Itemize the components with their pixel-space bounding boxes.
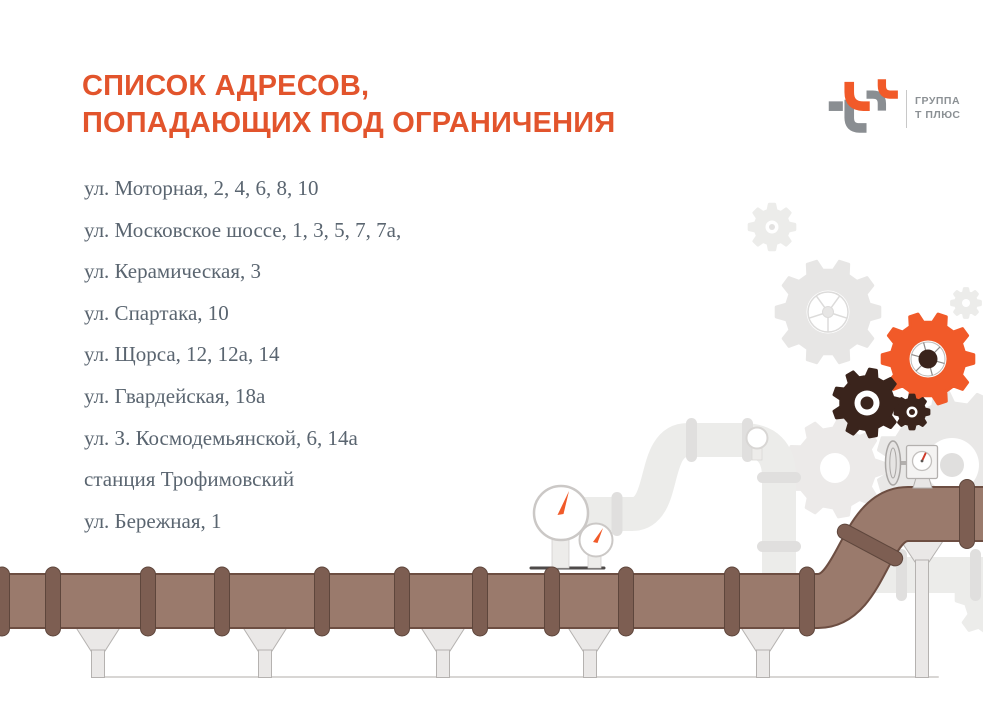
logo-text-line2: Т ПЛЮС <box>915 108 961 121</box>
address-item: ул. З. Космодемьянской, 6, 14а <box>84 425 358 450</box>
tplus-logo-icon <box>826 78 900 142</box>
address-list <box>84 168 401 542</box>
address-item: ул. Керамическая, 3 <box>84 259 262 284</box>
page-title-line1: СПИСОК АДРЕСОВ, <box>82 70 370 102</box>
address-item: ул. Московское шоссе, 1, 3, 5, 7, 7а, <box>84 217 402 242</box>
address-item: ул. Бережная, 1 <box>84 508 222 533</box>
logo-divider <box>906 90 907 128</box>
address-item: ул. Спартака, 10 <box>84 300 229 325</box>
address-item: ул. Гвардейская, 18а <box>84 383 266 408</box>
page-title-line2: ПОПАДАЮЩИХ ПОД ОГРАНИЧЕНИЯ <box>82 107 616 139</box>
page-title <box>82 68 615 142</box>
tplus-logo <box>826 78 976 142</box>
address-item: станция Трофимовский <box>84 467 295 492</box>
logo-company-name <box>915 95 961 122</box>
logo-text-line1: ГРУППА <box>915 95 961 107</box>
address-item: ул. Щорса, 12, 12а, 14 <box>84 342 280 367</box>
address-item: ул. Моторная, 2, 4, 6, 8, 10 <box>84 176 319 200</box>
